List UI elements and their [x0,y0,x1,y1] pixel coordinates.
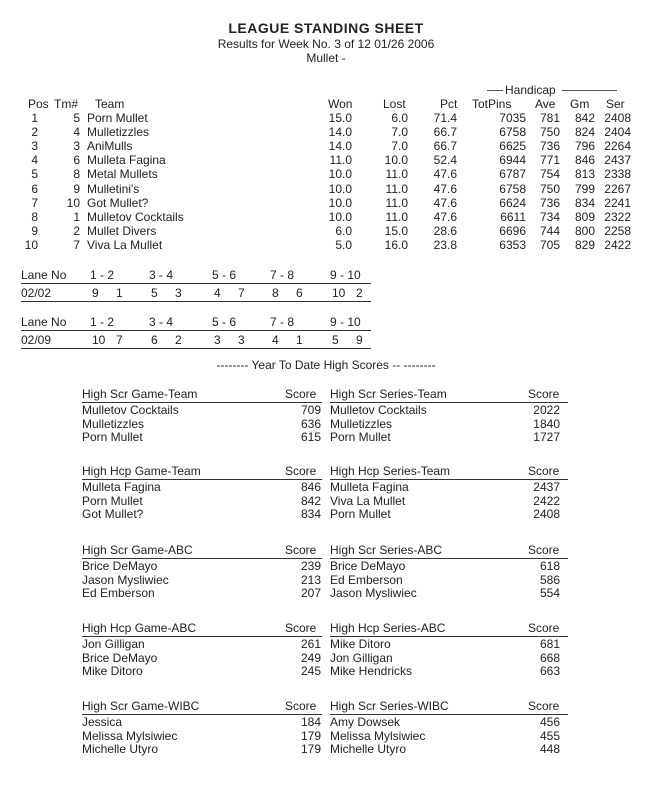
lane-pair: 1 - 2 [90,268,115,282]
lane-team-a: 10 [332,286,346,300]
totpins-cell: 6758 [499,125,526,140]
score-header: Score [528,387,560,401]
high-score-value: 668 [539,650,560,665]
lane-label: Lane No [21,315,67,329]
ave-cell: 744 [539,223,560,238]
table-row [0,111,652,125]
ser-cell: 2437 [604,153,631,168]
high-score-name: Mulleta Fagina [82,480,161,494]
high-score-name: Brice DeMayo [330,559,406,573]
team-name-cell: Mulletov Cocktails [87,209,184,224]
gm-cell: 809 [574,209,595,224]
lost-cell: 6.0 [391,111,408,125]
won-cell: 5.0 [335,237,352,252]
ser-cell: 2408 [604,111,631,125]
table-row [0,125,652,139]
high-score-value: 184 [300,715,321,729]
lane-pair: 7 - 8 [270,268,295,282]
col-team: Team [95,97,125,111]
lost-cell: 7.0 [391,139,408,154]
high-score-value: 1727 [533,430,560,444]
high-score-title: High Scr Game-Team [82,387,198,401]
lane-team-b: 2 [356,286,363,300]
pos-cell: 3 [31,139,38,154]
totpins-cell: 6787 [499,167,526,182]
lane-team-a: 3 [214,333,221,347]
lost-cell: 11.0 [385,181,408,196]
high-score-name: Melissa Mylsiwiec [330,728,426,743]
high-score-title: High Hcp Series-ABC [330,621,446,635]
high-score-value: 846 [300,480,321,494]
totpins-cell: 6353 [499,237,526,252]
pct-cell: 47.6 [433,209,457,224]
col-lost: Lost [383,97,406,111]
lane-team-b: 9 [356,333,363,347]
high-score-title: High Scr Series-WIBC [330,699,449,713]
ave-cell: 705 [539,237,560,252]
lane-pair: 1 - 2 [90,315,115,329]
lane-divider [21,330,371,331]
lane-team-a: 5 [332,333,339,347]
ser-cell: 2322 [604,209,631,224]
pct-cell: 47.6 [433,181,457,196]
gm-cell: 799 [574,181,595,196]
col-won: Won [328,97,353,111]
ser-cell: 2338 [604,167,631,182]
score-header: Score [285,621,317,635]
team-number-cell: 5 [73,111,80,125]
lane-date: 02/09 [21,333,52,347]
team-name-cell: Metal Mullets [87,167,158,182]
high-score-name: Ed Emberson [330,572,403,587]
team-number-cell: 2 [73,223,80,238]
ave-cell: 736 [539,195,560,210]
table-row [0,167,652,181]
high-score-title: High Scr Game-ABC [82,543,193,557]
high-score-value: 681 [539,637,560,651]
lane-team-a: 8 [272,286,279,300]
ave-cell: 750 [539,181,560,196]
totpins-cell: 6624 [499,195,526,210]
gm-cell: 842 [574,111,595,125]
high-score-title: High Hcp Game-ABC [82,621,197,635]
lane-pair: 9 - 10 [330,315,361,329]
lane-divider [21,348,371,349]
ser-cell: 2404 [604,125,631,140]
high-score-value: 663 [539,664,560,678]
gm-cell: 800 [574,223,595,238]
high-score-value: 2422 [533,493,560,508]
pos-cell: 4 [31,153,38,168]
high-score-name: Porn Mullet [330,507,391,521]
high-score-value: 239 [300,559,321,573]
high-score-name: Mike Ditoro [82,664,143,678]
team-name-cell: Mullet Divers [87,223,157,238]
high-score-value: 1840 [533,416,560,431]
high-score-name: Melissa Mylsiwiec [82,728,178,743]
high-score-title: High Scr Series-Team [330,387,447,401]
high-score-value: 179 [300,728,321,743]
won-cell: 10.0 [328,167,352,182]
standings-header [0,97,652,111]
high-score-value: 615 [300,430,321,444]
ave-cell: 771 [539,153,560,168]
team-name-cell: Mulleta Fagina [87,153,166,168]
sheet-subtitle: Results for Week No. 3 of 12 01/26 2006 [217,37,435,51]
handicap-rule-left [487,90,503,91]
high-score-value: 636 [300,416,321,431]
high-score-value: 709 [300,403,321,417]
high-score-name: Jon Gilligan [82,637,145,651]
ave-cell: 781 [539,111,560,125]
won-cell: 6.0 [335,223,352,238]
pos-cell: 5 [31,167,38,182]
totpins-cell: 7035 [499,111,526,125]
lane-pair: 5 - 6 [212,315,237,329]
lane-team-a: 5 [151,286,158,300]
lost-cell: 10.0 [384,153,408,168]
ave-cell: 734 [539,209,560,224]
high-score-name: Got Mullet? [82,507,144,521]
pct-cell: 66.7 [433,125,457,140]
ser-cell: 2241 [604,195,631,210]
pct-cell: 52.4 [433,153,457,168]
high-score-value: 448 [539,742,560,756]
pct-cell: 71.4 [433,111,457,125]
pct-cell: 47.6 [433,167,457,182]
high-score-name: Jessica [82,715,123,729]
table-row [0,210,652,224]
high-score-value: 2022 [533,403,560,417]
team-name-cell: Viva La Mullet [87,237,163,252]
lost-cell: 11.0 [385,209,408,224]
lane-team-b: 3 [238,333,245,347]
high-score-name: Mulletizzles [330,416,393,431]
pos-cell: 2 [31,125,38,140]
totpins-cell: 6696 [499,223,526,238]
lost-cell: 11.0 [385,195,408,210]
high-score-name: Jon Gilligan [330,650,393,665]
col-pct: Pct [440,97,458,111]
sheet-title: LEAGUE STANDING SHEET [228,20,424,36]
ave-cell: 736 [539,139,560,154]
pos-cell: 10 [24,237,38,252]
high-score-name: Brice DeMayo [82,559,158,573]
lane-team-b: 2 [175,333,182,347]
high-score-value: 842 [300,493,321,508]
league-name: Mullet - [306,51,346,65]
lane-pair: 3 - 4 [149,315,174,329]
score-header: Score [528,621,560,635]
lane-label: Lane No [21,268,67,282]
high-score-name: Mike Hendricks [330,664,413,678]
team-name-cell: AniMulls [87,139,133,154]
pct-cell: 23.8 [433,237,457,252]
lane-pair: 7 - 8 [270,315,295,329]
lane-team-a: 10 [92,333,106,347]
won-cell: 14.0 [328,139,352,154]
team-number-cell: 10 [66,195,80,210]
lane-pair: 5 - 6 [212,268,237,282]
high-score-name: Porn Mullet [330,430,391,444]
high-score-name: Amy Dowsek [330,715,401,729]
high-score-name: Michelle Utyro [82,742,159,756]
lane-team-a: 4 [272,333,279,347]
lane-team-a: 6 [151,333,158,347]
team-number-cell: 7 [73,237,80,252]
lane-team-b: 3 [175,286,182,300]
gm-cell: 813 [574,167,595,182]
high-score-value: 456 [539,715,560,729]
totpins-cell: 6611 [500,209,526,224]
ser-cell: 2422 [604,237,631,252]
won-cell: 11.0 [329,153,352,168]
gm-cell: 824 [574,125,595,140]
team-number-cell: 1 [73,209,80,224]
high-score-name: Ed Emberson [82,586,155,600]
high-score-value: 2437 [533,480,560,494]
team-number-cell: 3 [73,139,80,154]
lane-pair: 9 - 10 [330,268,361,282]
high-score-value: 207 [300,586,321,600]
score-header: Score [528,699,560,713]
table-row [0,139,652,153]
team-name-cell: Porn Mullet [87,111,148,125]
high-score-value: 213 [300,572,321,587]
score-header: Score [285,387,317,401]
high-score-title: High Hcp Game-Team [82,464,201,478]
totpins-cell: 6625 [499,139,526,154]
lost-cell: 7.0 [391,125,408,140]
won-cell: 10.0 [328,195,352,210]
team-number-cell: 9 [73,181,80,196]
lane-team-b: 7 [238,286,245,300]
lane-team-b: 6 [296,286,303,300]
lane-divider [21,283,371,284]
ser-cell: 2264 [604,139,631,154]
high-score-name: Mulleta Fagina [330,480,409,494]
ave-cell: 750 [539,125,560,140]
ave-cell: 754 [539,167,560,182]
score-header: Score [285,699,317,713]
pct-cell: 66.7 [433,139,457,154]
lane-date: 02/02 [21,286,52,300]
pos-cell: 9 [31,223,38,238]
high-score-title: High Scr Game-WIBC [82,699,200,713]
gm-cell: 829 [574,237,595,252]
lost-cell: 11.0 [385,167,408,182]
high-score-value: 834 [300,507,321,521]
lane-team-b: 7 [116,333,123,347]
table-row [0,224,652,238]
won-cell: 15.0 [328,111,352,125]
ser-cell: 2267 [604,181,631,196]
handicap-rule-right [562,90,617,91]
lane-pair: 3 - 4 [149,268,174,282]
team-number-cell: 8 [73,167,80,182]
gm-cell: 796 [574,139,595,154]
gm-cell: 846 [574,153,595,168]
pos-cell: 7 [31,195,38,210]
col-ave: Ave [535,97,556,111]
team-name-cell: Got Mullet? [87,195,149,210]
high-score-name: Mulletizzles [82,416,145,431]
team-number-cell: 6 [73,153,80,168]
totpins-cell: 6758 [499,181,526,196]
table-row [0,182,652,196]
score-header: Score [528,464,560,478]
table-row [0,196,652,210]
score-header: Score [285,543,317,557]
handicap-label: Handicap [505,83,556,97]
lost-cell: 15.0 [384,223,408,238]
team-number-cell: 4 [73,125,80,140]
col-gm: Gm [570,97,590,111]
high-score-value: 249 [300,650,321,665]
gm-cell: 834 [574,195,595,210]
ser-cell: 2258 [604,223,631,238]
won-cell: 10.0 [328,181,352,196]
col-tm: Tm# [54,97,78,111]
pct-cell: 28.6 [433,223,457,238]
lane-team-a: 9 [92,286,99,300]
high-score-name: Michelle Utyro [330,742,407,756]
lane-team-b: 1 [116,286,123,300]
lane-team-a: 4 [214,286,221,300]
high-score-name: Mulletov Cocktails [330,403,427,417]
score-header: Score [285,464,317,478]
pos-cell: 8 [31,209,38,224]
high-score-name: Jason Mysliwiec [330,586,417,600]
lane-team-b: 1 [296,333,303,347]
pct-cell: 47.6 [433,195,457,210]
table-row [0,153,652,167]
high-score-name: Brice DeMayo [82,650,158,665]
high-score-value: 554 [539,586,560,600]
lane-divider [21,301,371,302]
high-score-name: Viva La Mullet [330,493,406,508]
lost-cell: 16.0 [384,237,408,252]
high-score-value: 586 [539,572,560,587]
pos-cell: 1 [31,111,38,125]
high-score-name: Mike Ditoro [330,637,391,651]
col-pos: Pos [28,97,49,111]
totpins-cell: 6944 [499,153,526,168]
score-header: Score [528,543,560,557]
ytd-title: -------- Year To Date High Scores -- -------- [216,358,436,372]
won-cell: 14.0 [328,125,352,140]
high-score-value: 245 [300,664,321,678]
pos-cell: 6 [31,181,38,196]
high-score-title: High Scr Series-ABC [330,543,443,557]
high-score-title: High Hcp Series-Team [330,464,451,478]
high-score-name: Porn Mullet [82,430,143,444]
high-score-value: 618 [539,559,560,573]
high-score-value: 261 [300,637,321,651]
table-row [0,238,652,252]
won-cell: 10.0 [328,209,352,224]
high-score-name: Jason Mysliwiec [82,572,169,587]
team-name-cell: Mulletini's [87,181,140,196]
col-totpins: TotPins [472,97,512,111]
high-score-name: Mulletov Cocktails [82,403,179,417]
col-ser: Ser [606,97,625,111]
high-score-name: Porn Mullet [82,493,143,508]
high-score-value: 455 [539,728,560,743]
high-score-value: 2408 [533,507,560,521]
team-name-cell: Mulletizzles [87,125,150,140]
high-score-value: 179 [300,742,321,756]
